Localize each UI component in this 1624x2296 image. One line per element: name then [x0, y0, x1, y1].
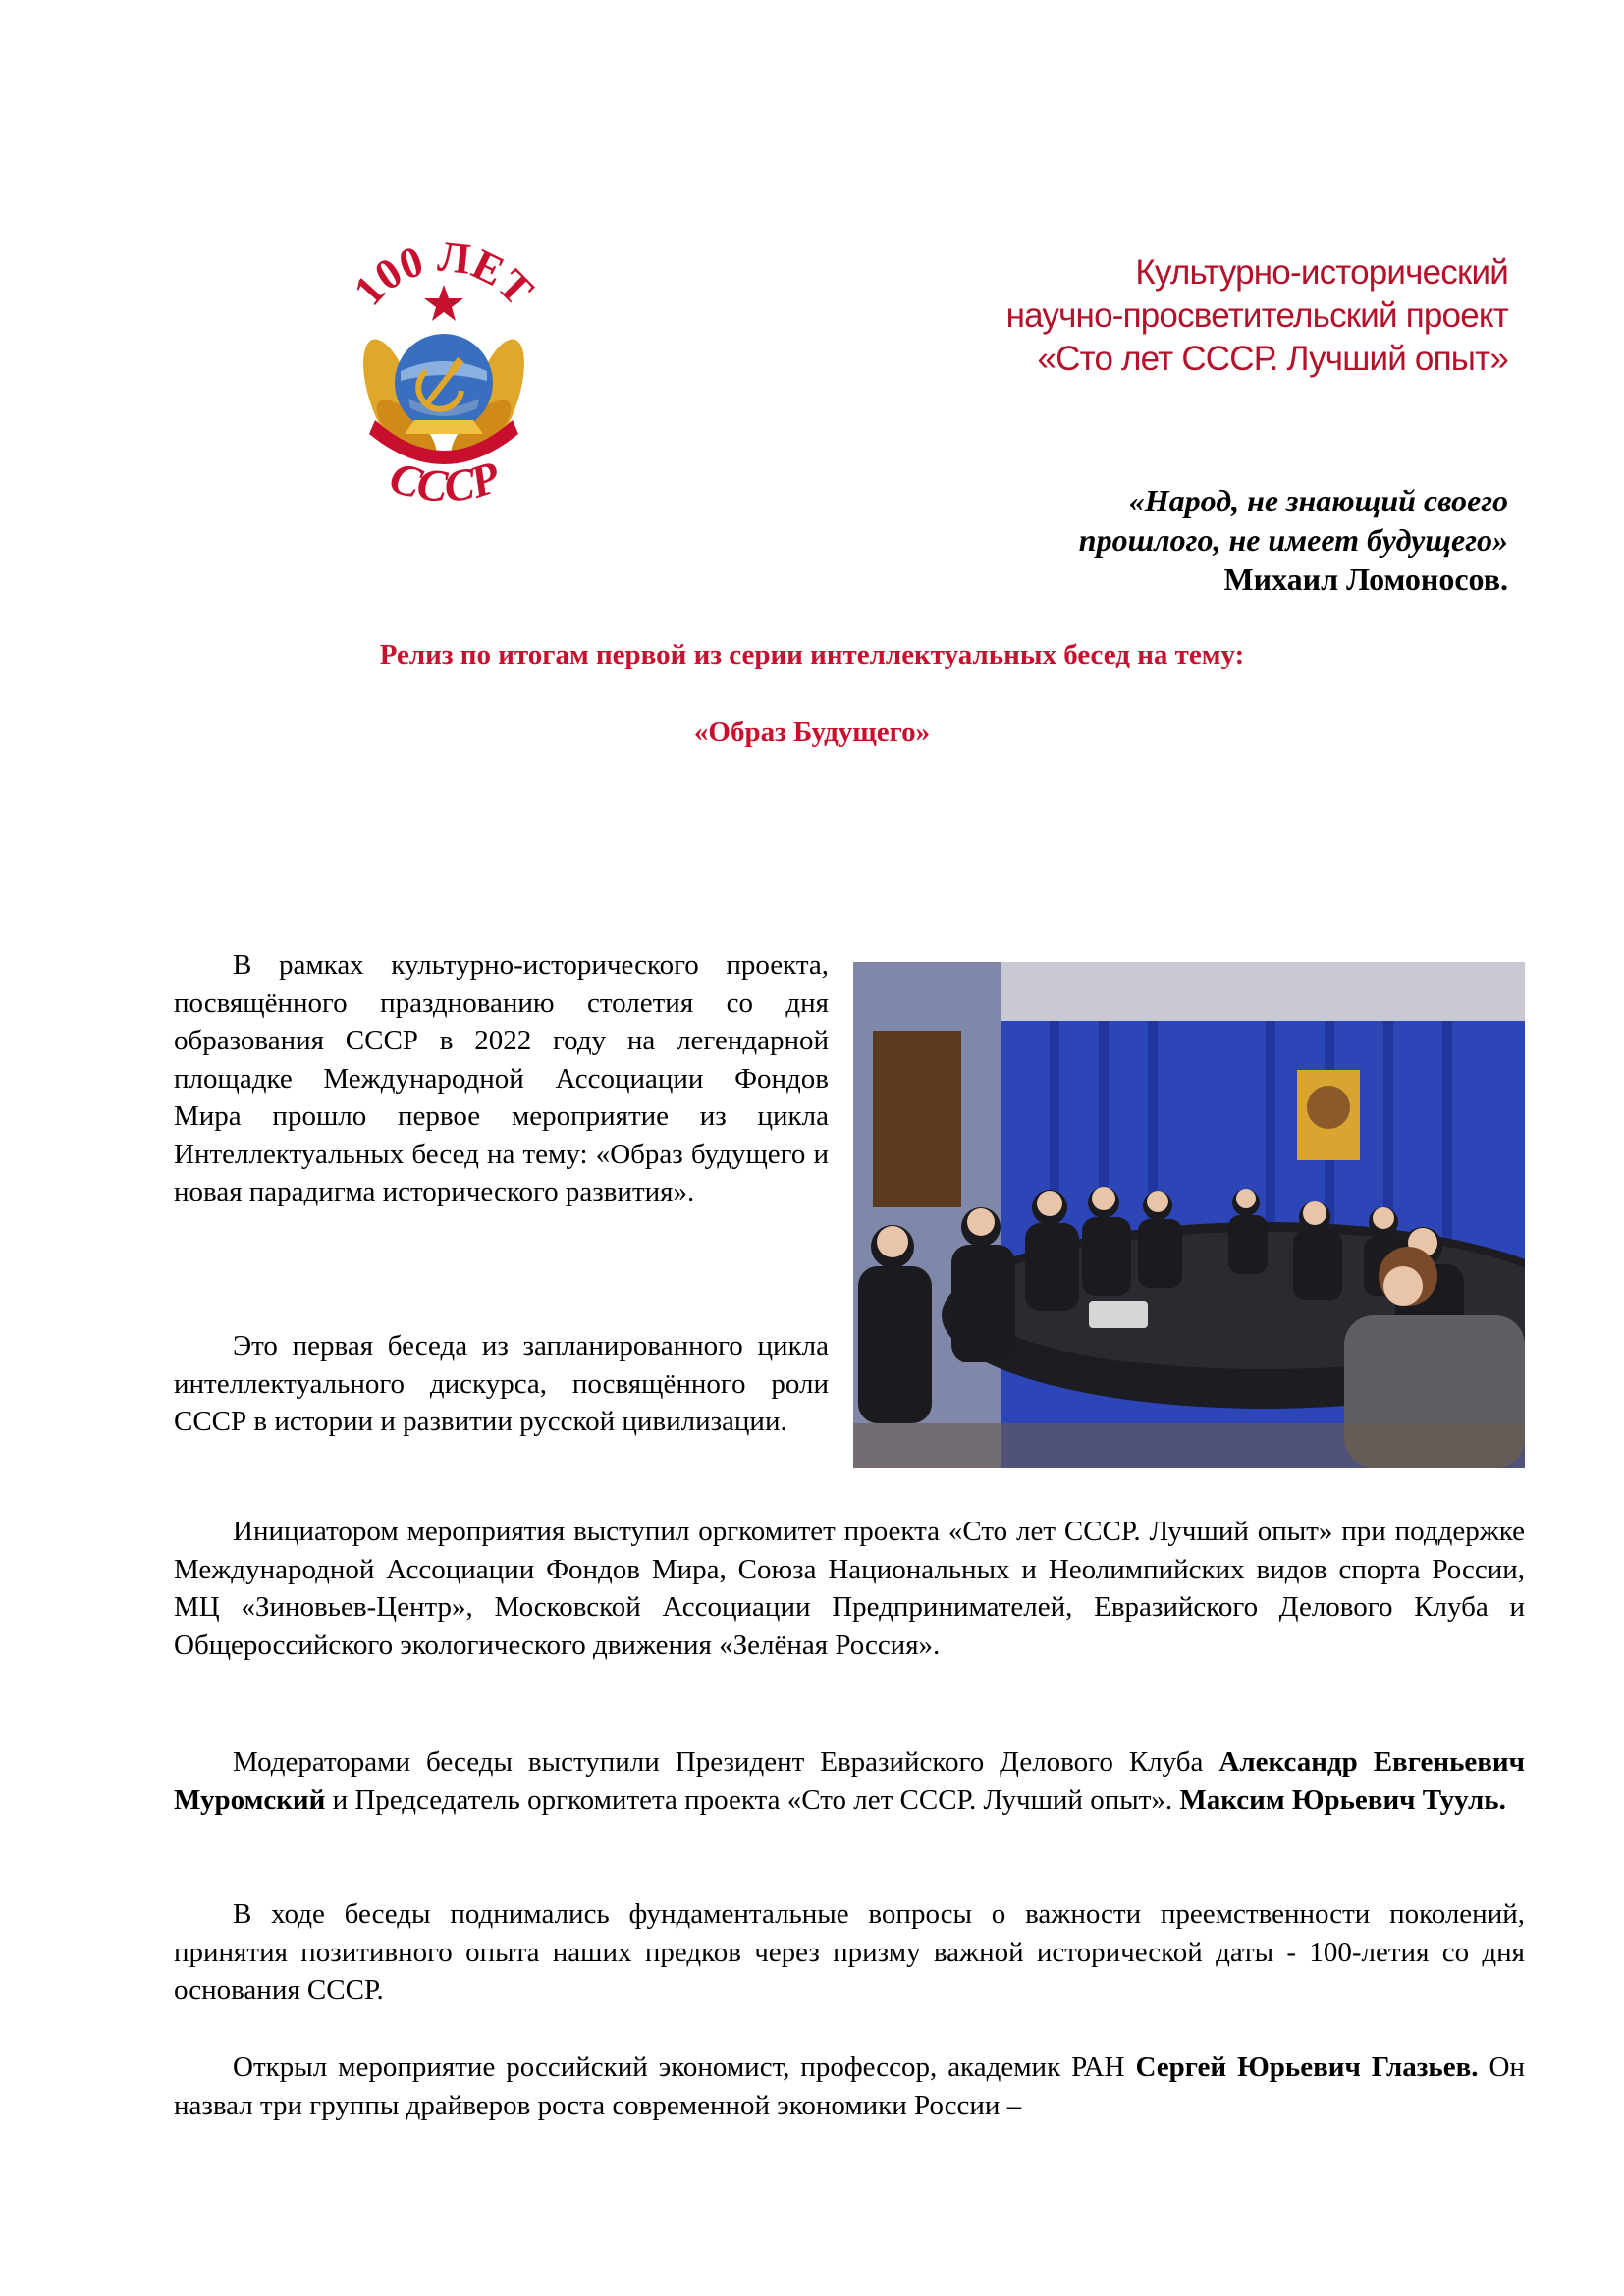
opening-text-1: Открыл мероприятие российский экономист, профессор, академик РАН — [233, 2052, 1136, 2083]
project-title-line: научно-просветительский проект — [1005, 296, 1508, 335]
epigraph-quote-line: «Народ, не знающий своего — [1128, 483, 1508, 518]
moderators-text-1: Модераторами беседы выступили Президент Евразийского Делового Клуба — [233, 1746, 1219, 1778]
paragraph-first-talk: Это первая беседа из запланированного цикла интеллектуального дискурса, посвящённого роли СССР в истории и развитии русской цивилизации. — [174, 1330, 829, 1437]
project-title-line: Культурно-исторический — [1135, 253, 1508, 292]
paragraph-opening — [174, 2049, 1525, 2124]
release-heading: Релиз по итогам первой из серии интеллектуальных бесед на тему: — [379, 639, 1245, 670]
epigraph — [821, 481, 1508, 599]
emblem-graphic — [330, 224, 558, 528]
moderator-name-tuul: Максим Юрьевич Тууль. — [1179, 1784, 1506, 1816]
paragraph-organizers: Инициатором мероприятия выступил оргкомитет проекта «Сто лет СССР. Лучший опыт» при поддержке Международной Ассоциации Фондов Мира, Союза Национальных и Неолимпийских видов спорта России, МЦ «Зиновьев-Центр», Московской Ассоциации Предпринимателей, Евразийского Делового Клуба и Общероссийского экологического движения «Зелёная Россия». — [174, 1516, 1525, 1661]
opening-text-2: Он назвал три группы драйверов роста современной экономики России – — [174, 2052, 1525, 2121]
emblem-top-text: 100 ЛЕТ — [344, 232, 543, 315]
emblem-bottom-text: СССР — [384, 451, 506, 511]
epigraph-author: Михаил Ломоносов. — [1223, 561, 1508, 597]
paragraph-moderators — [174, 1743, 1525, 1819]
release-topic: «Образ Будущего» — [693, 717, 931, 748]
event-photo-graphic — [853, 962, 1525, 1468]
paragraph-intro: В рамках культурно-исторического проекта, посвящённого празднованию столетия со дня образования СССР в 2022 году на легендарной площадке Международной Ассоциации Фондов Мира прошло первое мероприятие из цикла Интеллектуальных бесед на тему: «Образ будущего и новая парадигма исторического развития». — [174, 949, 829, 1207]
red-star-icon — [424, 285, 463, 321]
paragraph-discussion: В ходе беседы поднимались фундаментальные вопросы о важности преемственности поколений, принятия позитивного опыта наших предков через призму важной исторической даты - 100-летия со дня основания СССР. — [174, 1898, 1525, 2005]
project-title — [762, 251, 1508, 381]
moderators-text-2: и Председатель оргкомитета проекта «Сто лет СССР. Лучший опыт». — [325, 1784, 1180, 1816]
project-title-line: «Сто лет СССР. Лучший опыт» — [1037, 340, 1508, 378]
speaker-name-glazyev: Сергей Юрьевич Глазьев. — [1135, 2052, 1479, 2083]
epigraph-quote-line: прошлого, не имеет будущего» — [1078, 522, 1508, 558]
moderator-name-muromsky: Александр Евгеньевич Муромский — [174, 1746, 1525, 1816]
event-photo — [853, 962, 1525, 1468]
ussr-100-emblem — [330, 224, 558, 528]
